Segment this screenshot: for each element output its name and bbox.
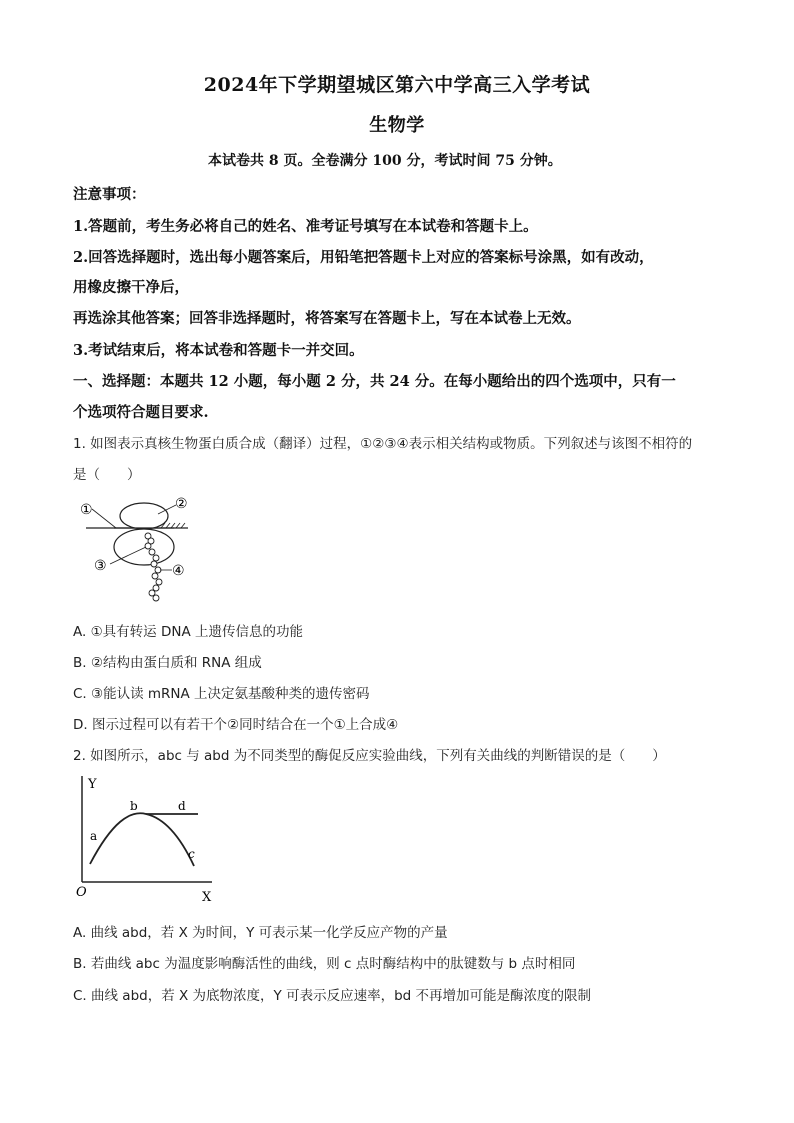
q2-option-c: C. 曲线 abd，若 X 为底物浓度，Y 可表示反应速率，bd 不再增加可能是酶浓度的限制 (73, 988, 592, 1004)
notice-line: 用橡皮擦干净后， (73, 279, 189, 296)
notice-line: 3.考试结束后，将本试卷和答题卡一并交回。 (73, 342, 364, 359)
notice-line: 再选涂其他答案；回答非选择题时，将答案写在答题卡上，写在本试卷上无效。 (73, 310, 581, 327)
notice-line: 1.答题前，考生务必将自己的姓名、准考证号填写在本试卷和答题卡上。 (73, 218, 538, 235)
q2-option-a: A. 曲线 abd，若 X 为时间，Y 可表示某一化学反应产物的产量 (73, 925, 448, 941)
x-axis-label: X (202, 890, 212, 905)
label-1: ① (80, 502, 93, 518)
q1-stem-cont: 是（ ） (73, 467, 141, 483)
subject-title: 生物学 (369, 115, 425, 136)
exam-info: 本试卷共 8 页。全卷满分 100 分，考试时间 75 分钟。 (208, 153, 562, 169)
origin-label: O (76, 885, 87, 900)
q1-option-b: B. ②结构由蛋白质和 RNA 组成 (73, 655, 262, 671)
label-3: ③ (94, 558, 107, 574)
q1-stem: 1. 如图表示真核生物蛋白质合成（翻译）过程，①②③④表示相关结构或物质。下列叙述与该图不相符的 (73, 436, 693, 452)
point-d-label: d (178, 799, 186, 813)
y-axis-label: Y (88, 777, 97, 792)
q2-option-b: B. 若曲线 abc 为温度影响酶活性的曲线，则 c 点时酶结构中的肽键数与 b 点时相同 (73, 956, 576, 972)
notice-heading: 注意事项： (73, 186, 146, 203)
point-a-label: a (90, 829, 98, 843)
translation-figure (72, 492, 202, 607)
label-2: ② (175, 496, 188, 512)
point-b-label: b (130, 799, 138, 813)
q1-option-c: C. ③能认读 mRNA 上决定氨基酸种类的遗传密码 (73, 686, 370, 702)
section-heading: 一、选择题：本题共 12 小题，每小题 2 分，共 24 分。在每小题给出的四个选项中，只有一 (73, 373, 676, 390)
q2-stem: 2. 如图所示，abc 与 abd 为不同类型的酶促反应实验曲线，下列有关曲线的判断错误的是（ ） (73, 748, 666, 764)
q1-option-d: D. 图示过程可以有若干个②同时结合在一个①上合成④ (73, 717, 399, 733)
exam-title: 2024年下学期望城区第六中学高三入学考试 (203, 74, 591, 96)
point-c-label: c (188, 847, 195, 861)
section-heading-cont: 个选项符合题目要求. (73, 404, 209, 421)
notice-line: 2.回答选择题时，选出每小题答案后，用铅笔把答题卡上对应的答案标号涂黑，如有改动， (73, 249, 654, 266)
label-4: ④ (172, 563, 185, 579)
enzyme-curve-graph (72, 770, 222, 910)
q1-option-a: A. ①具有转运 DNA 上遗传信息的功能 (73, 624, 303, 640)
